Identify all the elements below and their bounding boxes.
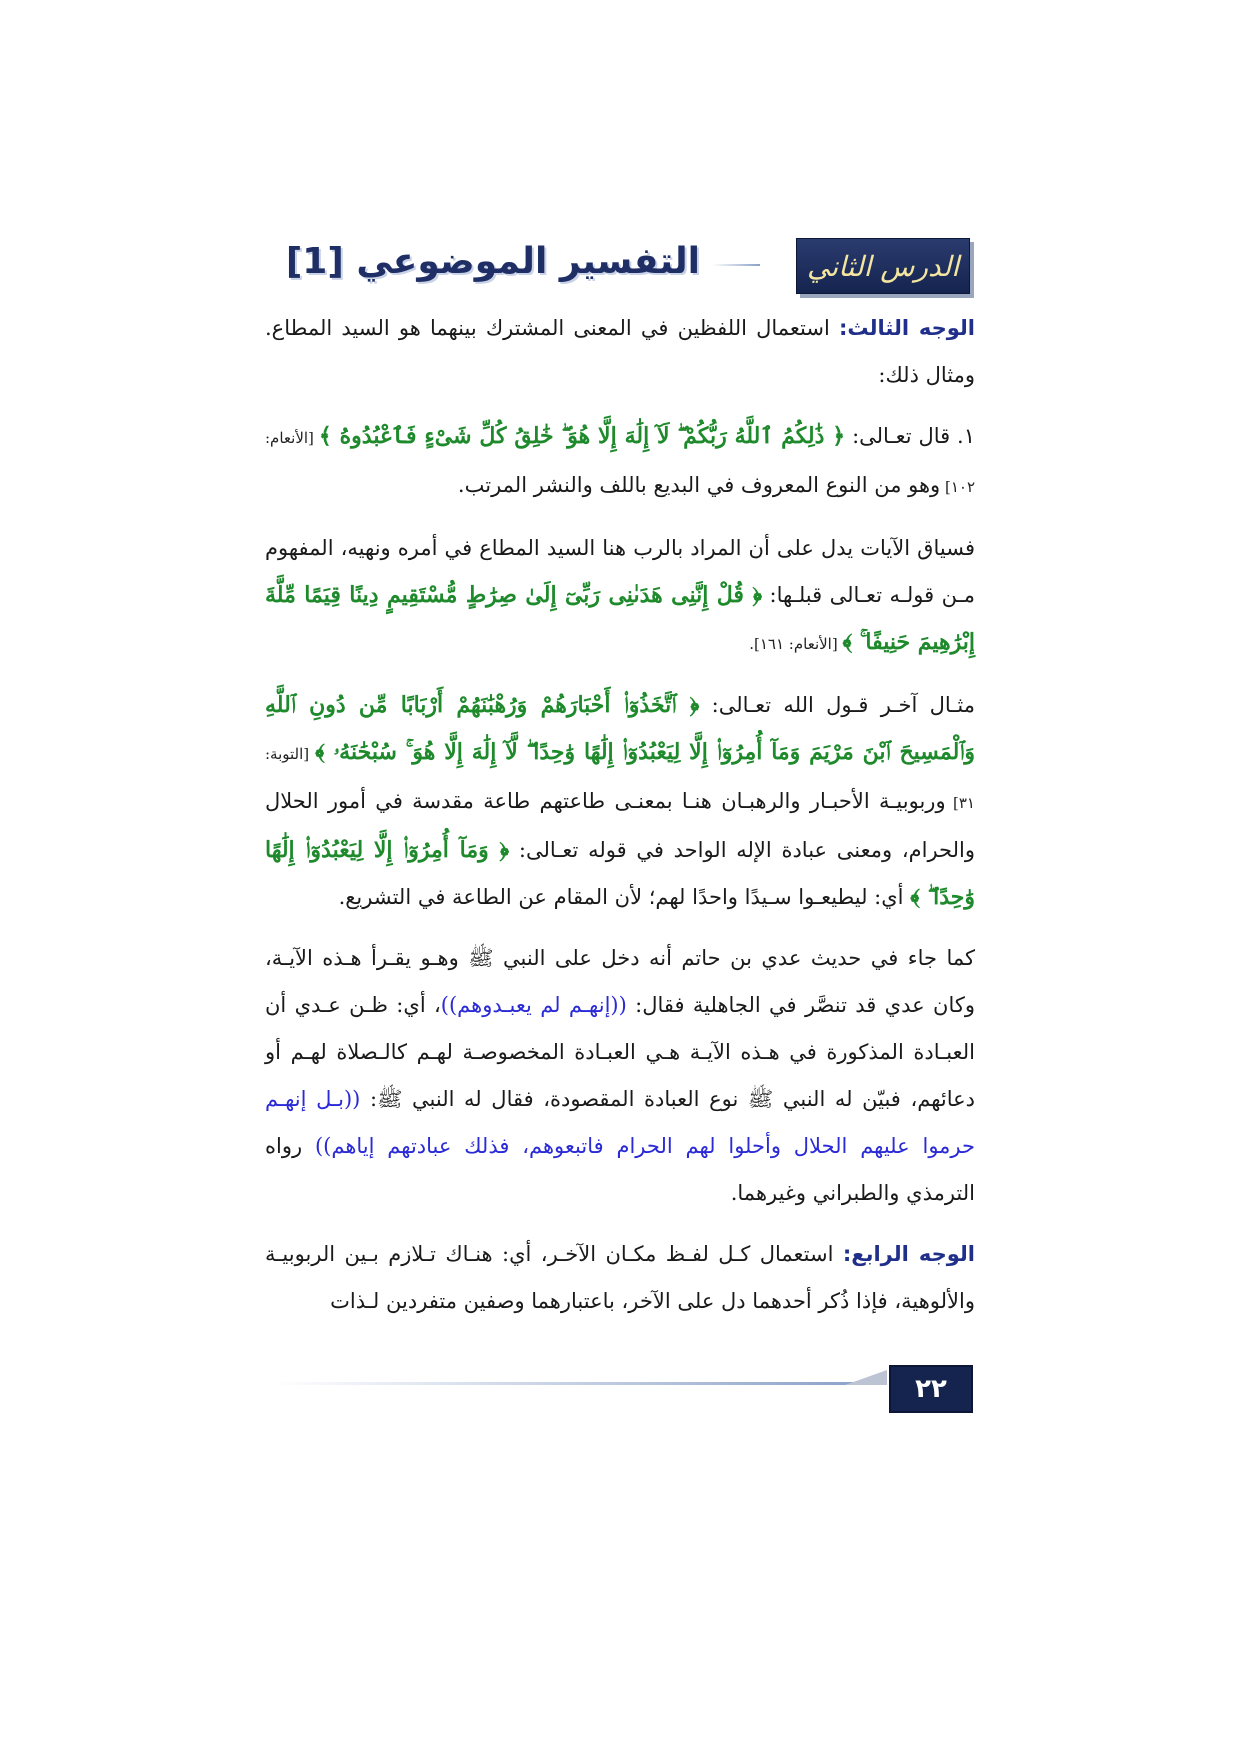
book-title: التفسير الموضوعي [1]	[285, 241, 700, 282]
paragraph-fourth-aspect	[265, 1231, 975, 1325]
paragraph-text: أي: ليطيعـوا سـيدًا واحدًا لهم؛ لأن المقام عن الطاعة في التشريع.	[338, 885, 911, 909]
page-body	[265, 305, 975, 1339]
paragraph-text: استعمال اللفظين في المعنى المشترك بينهما هو السيد المطاع. ومثال ذلك:	[265, 316, 975, 387]
footer-ornament	[845, 1370, 887, 1385]
footer-divider	[272, 1382, 872, 1385]
quran-verse: ﴿ قُلْ إِنَّنِى هَدَىٰنِى رَبِّىٓ إِلَىٰ صِرَٰطٍ مُّسْتَقِيمٍ دِينًا قِيَمًا مِّلَّةَ إِبْرَٰهِيمَ حَنِيفًا ۚ ﴾	[265, 582, 975, 655]
verse-reference: [التوبة: ٣١]	[265, 745, 975, 812]
quran-verse: ﴿ ٱتَّخَذُوٓا۟ أَحْبَارَهُمْ وَرُهْبَٰنَهُمْ أَرْبَابًا مِّن دُونِ ٱللَّهِ وَٱلْمَسِيحَ ٱبْنَ مَرْيَمَ وَمَآ أُمِرُوٓا۟ إِلَّا لِيَعْبُدُوٓا۟ إِلَٰهًا وَٰحِدًا ۖ لَّآ إِلَٰهَ إِلَّا هُوَ ۚ سُبْحَٰنَهُۥ ﴾	[265, 692, 975, 765]
paragraph-context	[265, 525, 975, 668]
paragraph-third-aspect	[265, 305, 975, 399]
paragraph-text: مثـال آخـر قـول الله تعـالى:	[699, 693, 975, 717]
paragraph-text: رواه الترمذي والطبراني وغيرهما.	[265, 1134, 975, 1205]
section-label: الوجه الرابع:	[842, 1242, 976, 1266]
section-label: الوجه الثالث:	[839, 316, 975, 340]
hadith-quote: ((بـل إنهـم حرموا عليهم الحلال وأحلوا لهم الحرام فاتبعوهم، فذلك عبادتهم إياهم))	[265, 1087, 975, 1158]
quran-verse: ﴿ ذَٰلِكُمُ ٱللَّهُ رَبُّكُمْ ۖ لَآ إِلَٰهَ إِلَّا هُوَ ۖ خَٰلِقُ كُلِّ شَىْءٍ فَٱعْبُدُوهُ ﴾	[318, 423, 846, 449]
page-header	[270, 232, 970, 290]
paragraph-text: وهو من النوع المعروف في البديع باللف والنشر المرتب.	[457, 473, 941, 497]
paragraph-example-2	[265, 682, 975, 921]
paragraph-example-1	[265, 413, 975, 511]
verse-reference: [الأنعام: ١٠٢]	[265, 429, 975, 496]
paragraph-text: استعمال كـل لفـظ مكـان الآخـر، أي: هنـاك تـلازم بـين الربوبيـة والألوهية، فإذا ذُكر أحدهما دل على الآخر، باعتبارهما وصفين متفردين لـذات	[265, 1242, 975, 1313]
paragraph-text: كما جاء في حديث عدي بن حاتم أنه دخل على النبي ﷺ وهـو يقـرأ هـذه الآيـة، وكان عدي قد تنصَّر في الجاهلية فقال:	[265, 946, 975, 1017]
verse-reference: [الأنعام: ١٦١].	[749, 635, 843, 653]
hadith-quote: ((إنهـم لم يعبـدوهم))	[440, 993, 627, 1017]
paragraph-text: فسياق الآيات يدل على أن المراد بالرب هنا السيد المطاع في أمره ونهيه، المفهوم مـن قولـه تعـالى قبلـها:	[265, 536, 975, 607]
paragraph-text: ١. قال تعـالى:	[845, 424, 976, 448]
header-divider	[712, 264, 760, 266]
page-number: ٢٢	[889, 1365, 973, 1413]
quran-verse: ﴿ وَمَآ أُمِرُوٓا۟ إِلَّا لِيَعْبُدُوٓا۟ إِلَٰهًا وَٰحِدًا ۖ ﴾	[265, 837, 975, 910]
paragraph-text: وربوبيـة الأحبـار والرهبـان هنـا بمعنـى طاعتهم طاعة مقدسة في أمور الحلال والحرام، ومعنى عبادة الإله الواحد في قوله تعـالى:	[265, 789, 975, 862]
paragraph-text: ، أي: ظـن عـدي أن العبـادة المذكورة في هـذه الآيـة هـي العبـادة المخصوصـة لهـم كالـصلاة لهـم أو دعائهم، فبيّن له النبي ﷺ نوع العبادة المقصودة، فقال له النبي ﷺ:	[265, 993, 976, 1111]
lesson-label-box: الدرس الثاني	[796, 238, 970, 294]
paragraph-hadith	[265, 935, 975, 1217]
